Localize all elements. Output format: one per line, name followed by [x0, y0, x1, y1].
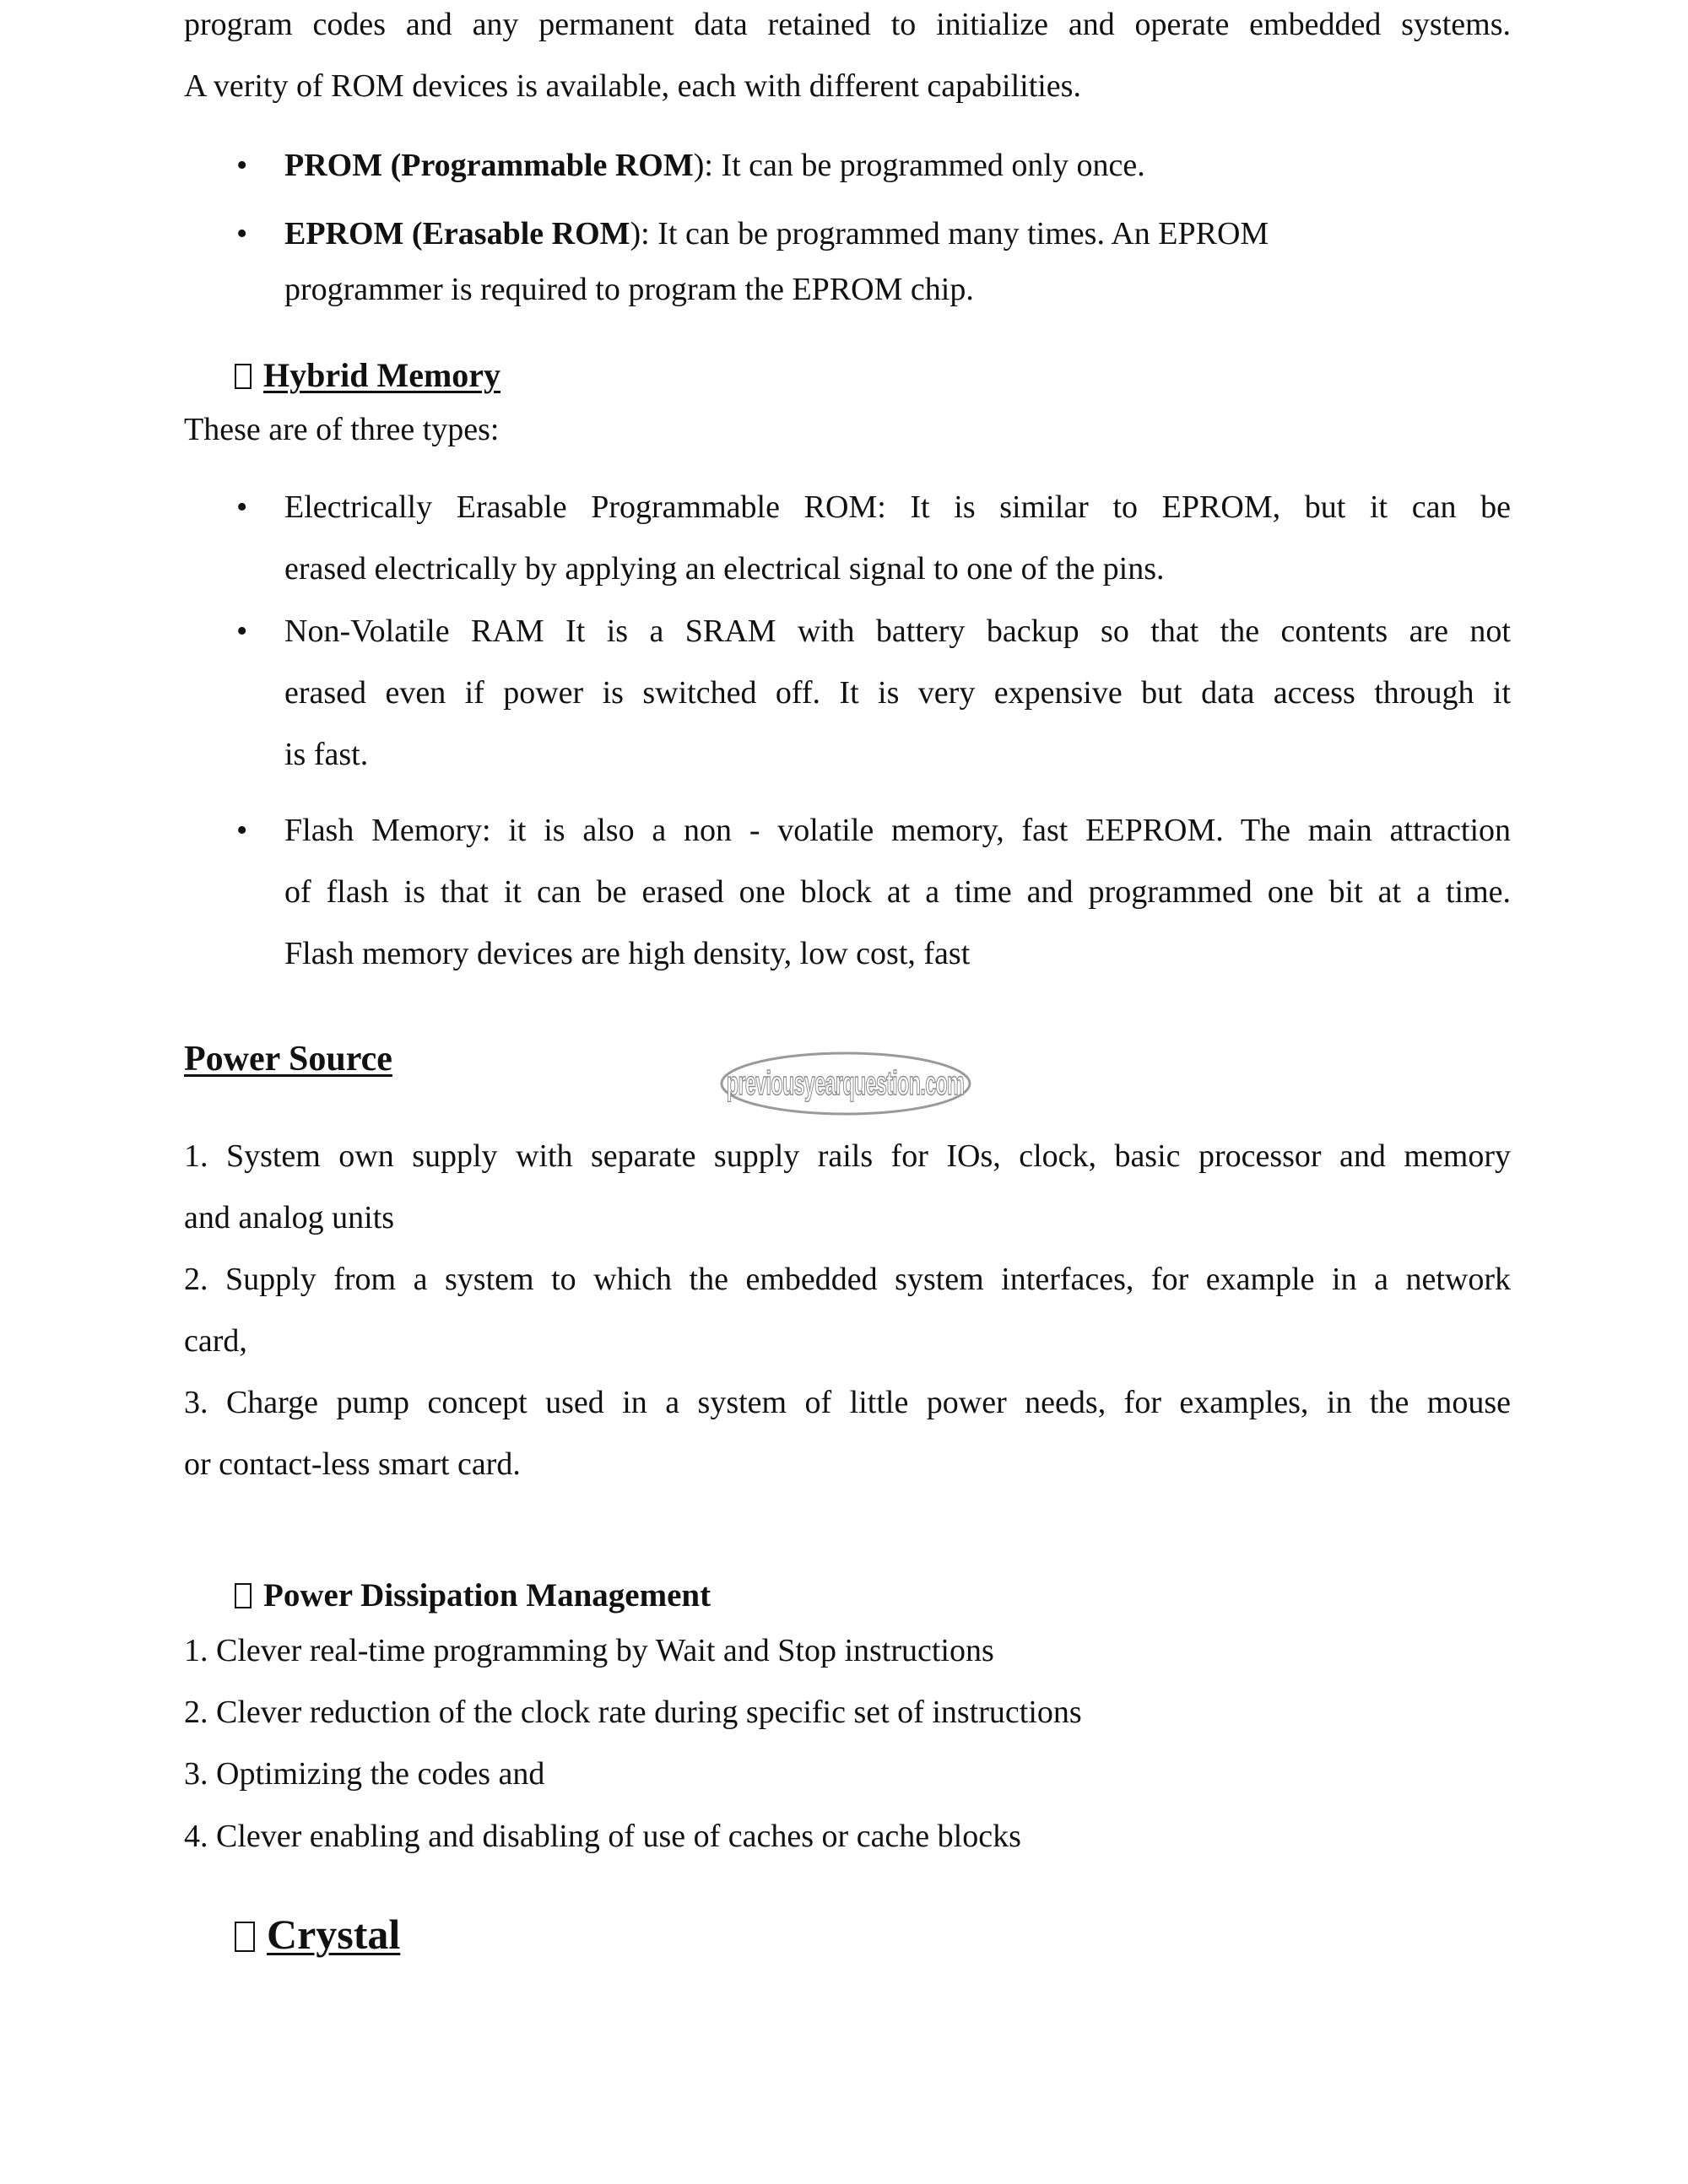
prom-description: ): It can be programmed only once. — [693, 148, 1145, 183]
power-dissipation-heading — [235, 1575, 711, 1617]
checkbox-square-icon — [235, 1922, 255, 1952]
watermark-text: previousyearquestion.com — [727, 1064, 965, 1102]
power-dissipation-title: Power Dissipation Management — [263, 1577, 711, 1614]
bullet-marker: • — [236, 148, 248, 183]
crystal-heading — [235, 1909, 400, 1960]
nvram-line-2: erased even if power is switched off. It is very expensive but data access through it — [284, 675, 1511, 711]
flash-line-3: Flash memory devices are high density, low cost, fast — [284, 936, 971, 971]
power-source-item-2-line-2: card, — [184, 1323, 247, 1359]
power-dissipation-item-2: 2. Clever reduction of the clock rate during specific set of instructions — [184, 1695, 1082, 1730]
power-source-item-1-line-1: 1. System own supply with separate supply rails for IOs, clock, basic processor and memory — [184, 1138, 1511, 1174]
flash-line-1: Flash Memory: it is also a non - volatile memory, fast EEPROM. The main attraction — [284, 813, 1511, 848]
eeprom-line-1: Electrically Erasable Programmable ROM: It is similar to EPROM, but it can be — [284, 489, 1511, 525]
power-source-item-1-line-2: and analog units — [184, 1200, 395, 1235]
crystal-title: Crystal — [267, 1911, 401, 1958]
power-dissipation-item-1: 1. Clever real-time programming by Wait and Stop instructions — [184, 1633, 994, 1668]
power-source-item-3-line-1: 3. Charge pump concept used in a system of little power needs, for examples, in the mouse — [184, 1385, 1511, 1420]
watermark — [719, 1051, 972, 1116]
power-source-heading: Power Source — [184, 1040, 392, 1078]
power-dissipation-item-3: 3. Optimizing the codes and — [184, 1756, 545, 1792]
intro-line-1: program codes and any permanent data retained to initialize and operate embedded systems. — [184, 7, 1511, 42]
prom-bullet — [284, 145, 1145, 186]
prom-term: PROM (Programmable ROM — [284, 148, 694, 183]
nvram-line-1: Non-Volatile RAM It is a SRAM with battery backup so that the contents are not — [284, 614, 1511, 649]
intro-line-2: A verity of ROM devices is available, each with different capabilities. — [184, 68, 1081, 104]
flash-line-2: of flash is that it can be erased one block at a time and programmed one bit at a time. — [284, 874, 1511, 910]
eprom-term: EPROM (Erasable ROM — [284, 216, 630, 251]
eeprom-line-2: erased electrically by applying an electrical signal to one of the pins. — [284, 551, 1165, 587]
checkbox-square-icon — [235, 364, 252, 389]
eprom-line-2: programmer is required to program the EPROM chip. — [284, 272, 974, 307]
eprom-bullet — [284, 214, 1269, 254]
bullet-marker: • — [236, 614, 248, 649]
bullet-marker: • — [236, 813, 248, 848]
eprom-description: ): It can be programmed many times. An EPROM — [630, 216, 1269, 251]
nvram-line-3: is fast. — [284, 737, 369, 772]
checkbox-square-icon — [235, 1583, 252, 1608]
bullet-marker: • — [236, 489, 248, 525]
power-dissipation-item-4: 4. Clever enabling and disabling of use of caches or cache blocks — [184, 1819, 1021, 1854]
power-source-item-3-line-2: or contact-less smart card. — [184, 1446, 521, 1482]
power-source-item-2-line-1: 2. Supply from a system to which the embedded system interfaces, for example in a network — [184, 1262, 1511, 1297]
bullet-marker: • — [236, 216, 248, 251]
hybrid-memory-title: Hybrid Memory — [263, 356, 501, 394]
hybrid-intro: These are of three types: — [184, 412, 500, 447]
hybrid-memory-heading — [235, 354, 500, 397]
